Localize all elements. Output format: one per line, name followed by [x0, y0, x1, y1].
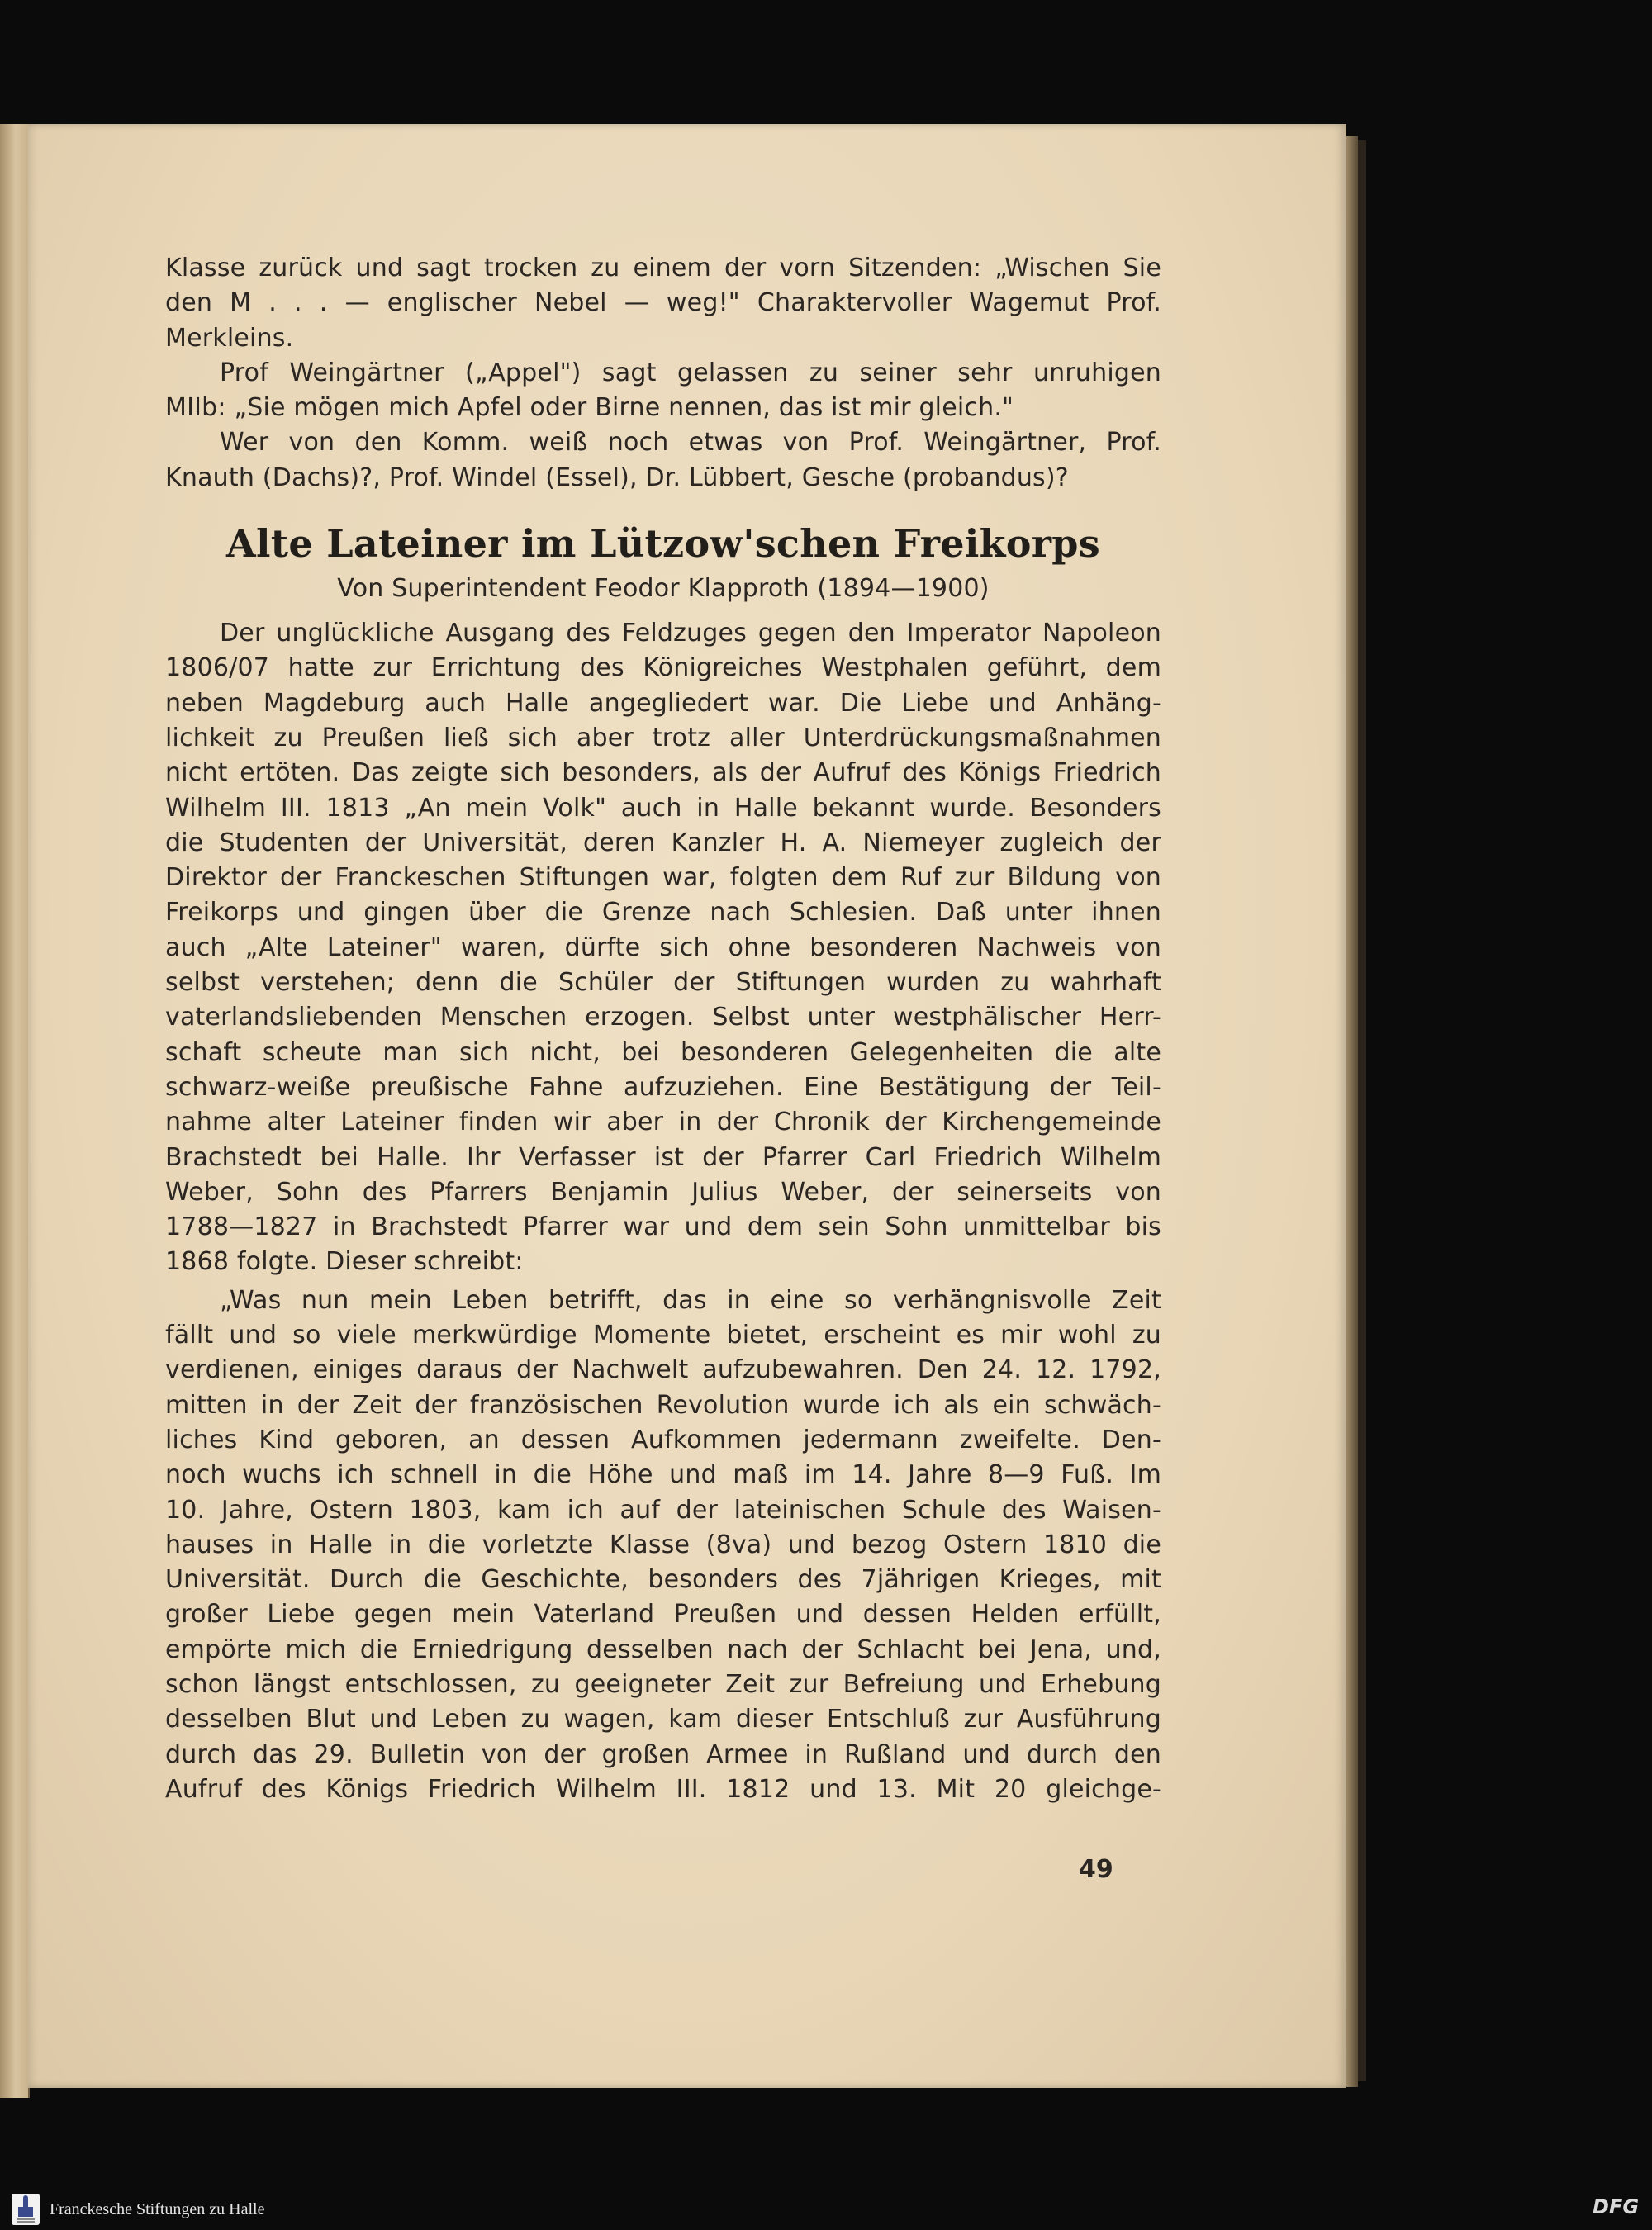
text-line: „Was nun mein Leben betrifft, das in eine so verhängnisvolle Zeit: [220, 1285, 1161, 1315]
text-line: Wilhelm III. 1813 „An mein Volk" auch in Halle bekannt wurde. Besonders: [165, 793, 1161, 823]
text-line: mitten in der Zeit der französischen Revolution wurde ich als ein schwäch-: [165, 1390, 1161, 1420]
quote-paragraph: [165, 1283, 1161, 1807]
text-line: verdienen, einiges daraus der Nachwelt aufzubewahren. Den 24. 12. 1792,: [165, 1355, 1161, 1385]
text-line: Brachstedt bei Halle. Ihr Verfasser ist der Pfarrer Carl Friedrich Wilhelm: [165, 1142, 1161, 1172]
text-line: hauses in Halle in die vorletzte Klasse (8va) und bezog Ostern 1810 die: [165, 1530, 1161, 1559]
page-edge-right: [1346, 136, 1358, 2087]
weingaertner-paragraph: [165, 356, 1161, 426]
intro-paragraph: [165, 251, 1161, 356]
institution-name: Franckesche Stiftungen zu Halle: [50, 2200, 265, 2218]
text-line: Weber, Sohn des Pfarrers Benjamin Julius Weber, der seinerseits von: [165, 1177, 1161, 1207]
text-line: schaft scheute man sich nicht, bei besonderen Gelegenheiten die alte: [165, 1037, 1161, 1067]
text-line: nahme alter Lateiner finden wir aber in der Chronik der Kirchengemeinde: [165, 1108, 1161, 1137]
text-line: Wer von den Komm. weiß noch etwas von Prof. Weingärtner, Prof.: [220, 428, 1161, 458]
left-page-edge: [0, 124, 30, 2098]
body-paragraph: [165, 616, 1161, 1280]
text-line: schwarz-weiße preußische Fahne aufzuziehen. Eine Bestätigung der Teil-: [165, 1072, 1161, 1102]
institution-logo-icon: [12, 2194, 40, 2225]
text-line: 1868 folgte. Dieser schreibt:: [165, 1247, 524, 1277]
text-line: 1806/07 hatte zur Errichtung des Königreiches Westphalen geführt, dem: [165, 653, 1161, 683]
text-line: 10. Jahre, Ostern 1803, kam ich auf der lateinischen Schule des Waisen-: [165, 1495, 1161, 1525]
article-title: Alte Lateiner im Lützow'schen Freikorps: [226, 521, 1100, 567]
text-line: liches Kind geboren, an dessen Aufkommen jedermann zweifelte. Den-: [165, 1425, 1161, 1454]
text-line: großer Liebe gegen mein Vaterland Preußen und dessen Helden erfüllt,: [165, 1600, 1161, 1630]
text-line: fällt und so viele merkwürdige Momente bietet, erscheint es mir wohl zu: [165, 1321, 1161, 1350]
text-line: Merkleins.: [165, 323, 294, 353]
text-line: MIIb: „Sie mögen mich Apfel oder Birne nennen, das ist mir gleich.": [165, 393, 1014, 423]
text-line: Knauth (Dachs)?, Prof. Windel (Essel), Dr. Lübbert, Gesche (probandus)?: [165, 463, 1069, 492]
article-subtitle: Von Superintendent Feodor Klapproth (1894—1900): [337, 574, 990, 604]
text-line: neben Magdeburg auch Halle angegliedert war. Die Liebe und Anhäng-: [165, 688, 1161, 718]
text-line: die Studenten der Universität, deren Kanzler H. A. Niemeyer zugleich der: [165, 828, 1161, 857]
text-line: 1788—1827 in Brachstedt Pfarrer war und dem sein Sohn unmittelbar bis: [165, 1212, 1161, 1242]
text-line: den M . . . — englischer Nebel — weg!" Charaktervoller Wagemut Prof.: [165, 288, 1161, 318]
text-line: Klasse zurück und sagt trocken zu einem der vorn Sitzenden: „Wischen Sie: [165, 254, 1161, 282]
text-line: nicht ertöten. Das zeigte sich besonders, als der Aufruf des Königs Friedrich: [165, 758, 1161, 788]
dfg-logo: DFG: [1593, 2195, 1640, 2218]
text-line: auch „Alte Lateiner" waren, dürfte sich ohne besonderen Nachweis von: [165, 932, 1161, 962]
komm-paragraph: [165, 425, 1161, 496]
page-edge-shadow: [1358, 140, 1366, 2081]
text-line: Direktor der Franckeschen Stiftungen war, folgten dem Ruf zur Bildung von: [165, 863, 1161, 893]
text-line: desselben Blut und Leben zu wagen, kam dieser Entschluß zur Ausführung: [165, 1705, 1161, 1734]
text-line: vaterlandsliebenden Menschen erzogen. Selbst unter westphälischer Herr-: [165, 1003, 1161, 1032]
page-text: [165, 251, 1161, 1807]
text-line: noch wuchs ich schnell in die Höhe und maß im 14. Jahre 8—9 Fuß. Im: [165, 1460, 1161, 1490]
text-line: selbst verstehen; denn die Schüler der Stiftungen wurden zu wahrhaft: [165, 968, 1161, 998]
text-line: Universität. Durch die Geschichte, besonders des 7jährigen Krieges, mit: [165, 1565, 1161, 1595]
text-line: schon längst entschlossen, zu geeigneter Zeit zur Befreiung und Erhebung: [165, 1669, 1161, 1699]
text-line: lichkeit zu Preußen ließ sich aber trotz aller Unterdrückungsmaßnahmen: [165, 723, 1161, 752]
page-number: 49: [1079, 1855, 1113, 1884]
text-line: empörte mich die Erniedrigung desselben nach der Schlacht bei Jena, und,: [165, 1635, 1161, 1664]
text-line: Prof Weingärtner („Appel") sagt gelassen zu seiner sehr unruhigen: [220, 358, 1161, 387]
text-line: durch das 29. Bulletin von der großen Armee in Rußland und durch den: [165, 1739, 1161, 1769]
text-line: Der unglückliche Ausgang des Feldzuges gegen den Imperator Napoleon: [220, 619, 1161, 648]
text-line: Freikorps und gingen über die Grenze nach Schlesien. Daß unter ihnen: [165, 898, 1161, 928]
text-line: Aufruf des Königs Friedrich Wilhelm III. 1812 und 13. Mit 20 gleichge-: [165, 1774, 1161, 1804]
